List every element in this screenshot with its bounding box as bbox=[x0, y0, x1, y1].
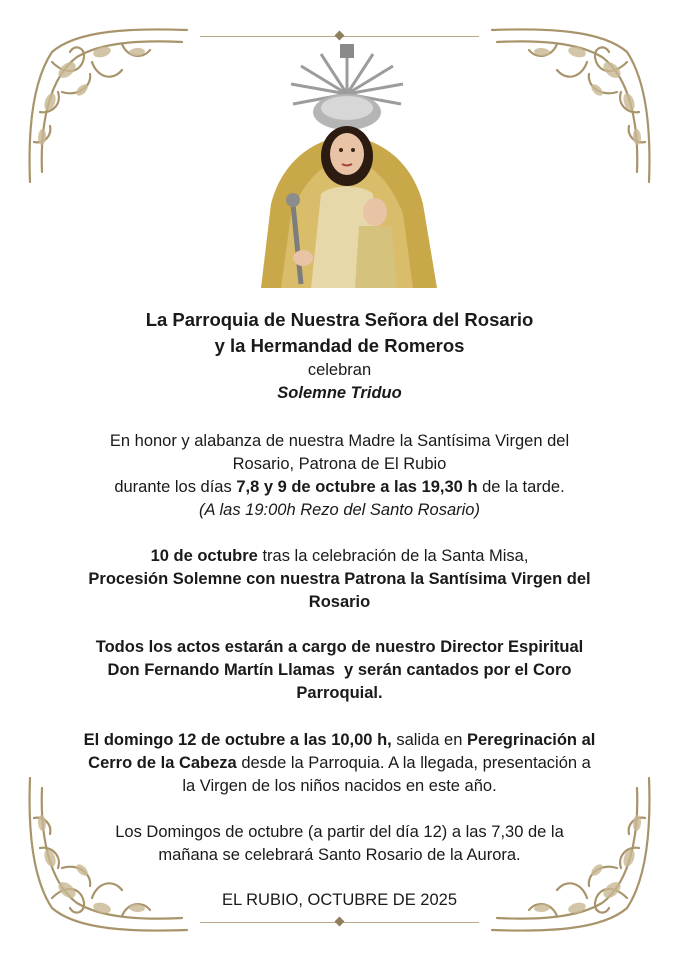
triduo-dates: 7,8 y 9 de octubre a las 19,30 h bbox=[236, 478, 478, 496]
pilgrimage-block bbox=[50, 729, 629, 798]
honor-block bbox=[50, 430, 629, 522]
honor-line-3-c: de la tarde. bbox=[477, 478, 565, 496]
procession-line-2: Procesión Solemne con nuestra Patrona la Santísima Virgen del bbox=[88, 570, 591, 588]
top-diamond-ornament bbox=[335, 31, 345, 41]
pilgrimage-line-3: la Virgen de los niños nacidos en este año. bbox=[182, 777, 497, 795]
honor-line-1: En honor y alabanza de nuestra Madre la Santísima Virgen del bbox=[109, 432, 570, 450]
director-line-3: Parroquial. bbox=[296, 684, 383, 702]
pilgrimage-title-b: Cerro de la Cabeza bbox=[88, 754, 237, 772]
director-line-2: Don Fernando Martín Llamas y serán cantados por el Coro bbox=[107, 661, 572, 679]
pilgrimage-line-1-b: salida en bbox=[391, 731, 467, 749]
director-line-1: Todos los actos estarán a cargo de nuestro Director Espiritual bbox=[95, 638, 584, 656]
pilgrimage-title-a: Peregrinación al bbox=[466, 731, 596, 749]
header-line-2: y la Hermandad de Romeros bbox=[214, 335, 465, 356]
procession-line-3: Rosario bbox=[308, 593, 371, 611]
corner-ornament-top-left bbox=[22, 22, 192, 192]
header-line-4: Solemne Triduo bbox=[277, 384, 402, 402]
bottom-diamond-ornament bbox=[335, 917, 345, 927]
honor-line-3 bbox=[50, 476, 629, 499]
corner-ornament-top-right bbox=[487, 22, 657, 192]
header-line-1: La Parroquia de Nuestra Señora del Rosario bbox=[145, 309, 534, 330]
header-block bbox=[50, 307, 629, 405]
honor-line-4: (A las 19:00h Rezo del Santo Rosario) bbox=[199, 501, 480, 519]
virgin-image bbox=[251, 44, 444, 288]
header-line-3: celebran bbox=[307, 361, 372, 379]
pilgrimage-line-2 bbox=[50, 752, 629, 775]
procession-block bbox=[50, 545, 629, 614]
rosary-block bbox=[50, 821, 629, 867]
pilgrimage-line-1 bbox=[50, 729, 629, 752]
footer-block bbox=[50, 889, 629, 912]
procession-date: 10 de octubre bbox=[150, 547, 258, 565]
pilgrimage-date: El domingo 12 de octubre a las 10,00 h, bbox=[83, 731, 392, 749]
procession-line-1-b: tras la celebración de la Santa Misa, bbox=[257, 547, 529, 565]
place-date-signature: EL RUBIO, OCTUBRE DE 2025 bbox=[221, 891, 458, 909]
honor-line-2: Rosario, Patrona de El Rubio bbox=[232, 455, 447, 473]
pilgrimage-line-2-b: desde la Parroquia. A la llegada, presentación a bbox=[236, 754, 591, 772]
rosary-line-2: mañana se celebrará Santo Rosario de la Aurora. bbox=[158, 846, 521, 864]
director-block bbox=[50, 636, 629, 705]
procession-line-1 bbox=[50, 545, 629, 568]
rosary-line-1: Los Domingos de octubre (a partir del día 12) a las 7,30 de la bbox=[115, 823, 564, 841]
honor-line-3-a: durante los días bbox=[114, 478, 237, 496]
